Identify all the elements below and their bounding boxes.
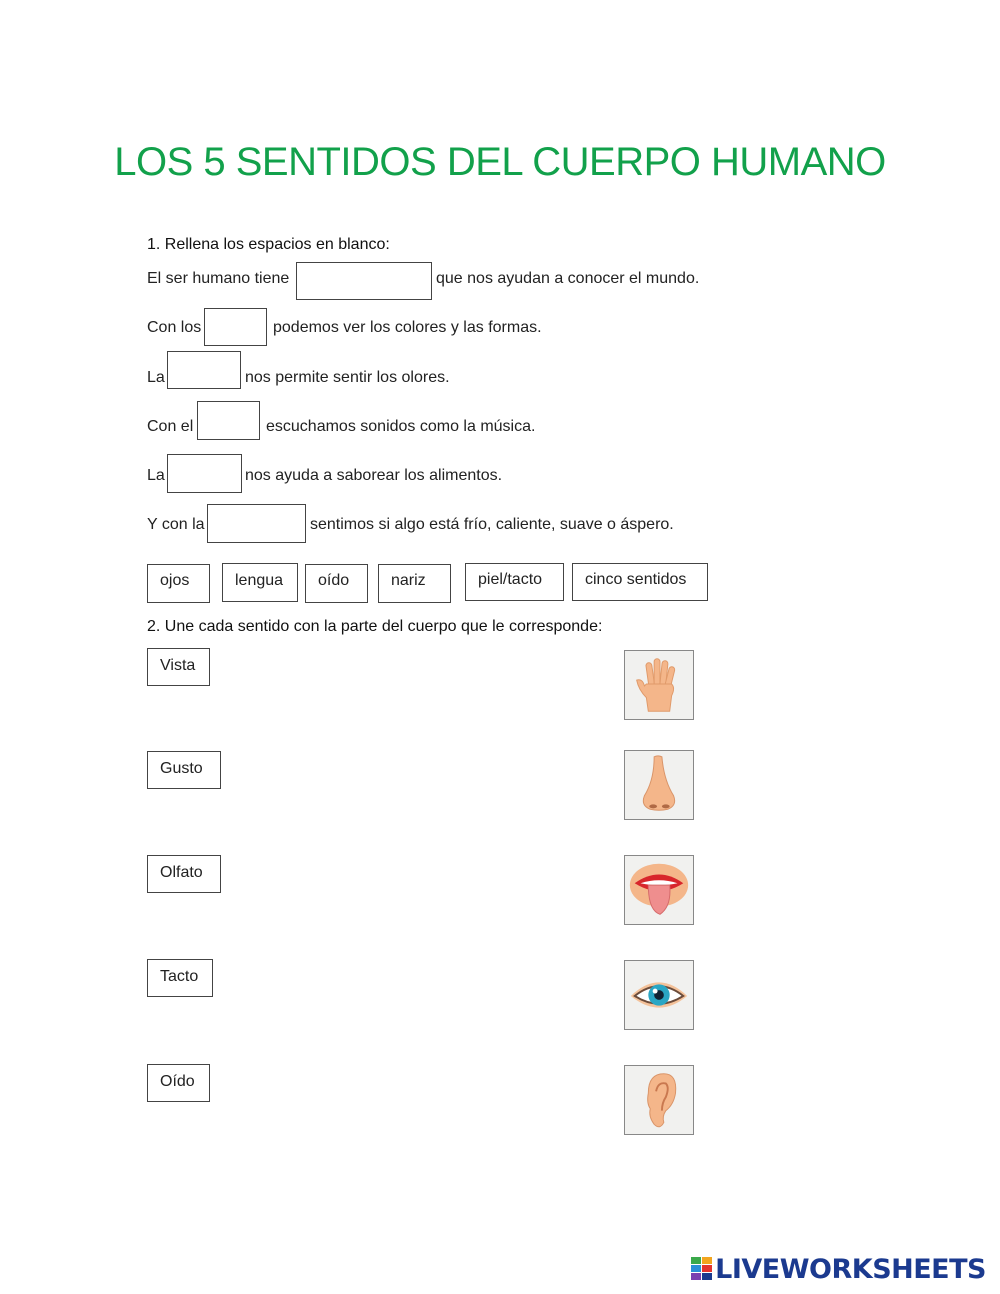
sentence6-before: Y con la (147, 516, 205, 533)
word-chip-lengua[interactable]: lengua (222, 563, 298, 602)
nose-picture[interactable] (624, 750, 694, 820)
ear-icon (625, 1066, 693, 1134)
blank-4-input[interactable] (197, 401, 260, 440)
sentence1-after: que nos ayudan a conocer el mundo. (436, 270, 700, 287)
sentence2-before: Con los (147, 319, 202, 336)
word-chip-cinco-sentidos[interactable]: cinco sentidos (572, 563, 708, 601)
sense-box-gusto[interactable]: Gusto (147, 751, 221, 789)
exercise2-heading: 2. Une cada sentido con la parte del cuerpo que le corresponde: (147, 618, 603, 635)
sentence4-after: escuchamos sonidos como la música. (266, 418, 536, 435)
liveworksheets-logo (691, 1253, 986, 1285)
sentence5-after: nos ayuda a saborear los alimentos. (245, 467, 503, 484)
blank-2-input[interactable] (204, 308, 267, 346)
sense-box-vista[interactable]: Vista (147, 648, 210, 686)
mouth-picture[interactable] (624, 855, 694, 925)
ear-picture[interactable] (624, 1065, 694, 1135)
sense-box-oido[interactable]: Oído (147, 1064, 210, 1102)
eye-picture[interactable] (624, 960, 694, 1030)
hand-picture[interactable] (624, 650, 694, 720)
blank-1-input[interactable] (296, 262, 432, 300)
sense-box-olfato[interactable]: Olfato (147, 855, 221, 893)
word-chip-ojos[interactable]: ojos (147, 564, 210, 603)
sentence1-before: El ser humano tiene (147, 270, 290, 287)
nose-icon (625, 751, 693, 819)
sentence3-before: La (147, 369, 165, 386)
liveworksheets-logo-icon (691, 1257, 713, 1281)
sentence2-after: podemos ver los colores y las formas. (273, 319, 542, 336)
hand-icon (625, 651, 693, 719)
eye-icon (625, 961, 693, 1029)
sentence6-after: sentimos si algo está frío, caliente, suave o áspero. (310, 516, 674, 533)
sentence4-before: Con el (147, 418, 194, 435)
blank-6-input[interactable] (207, 504, 306, 543)
liveworksheets-logo-text: LIVEWORKSHEETS (715, 1253, 986, 1285)
blank-3-input[interactable] (167, 351, 241, 389)
sense-box-tacto[interactable]: Tacto (147, 959, 213, 997)
sentence5-before: La (147, 467, 165, 484)
word-chip-oido[interactable]: oído (305, 564, 368, 603)
word-chip-nariz[interactable]: nariz (378, 564, 451, 603)
sentence3-after: nos permite sentir los olores. (245, 369, 450, 386)
word-chip-piel-tacto[interactable]: piel/tacto (465, 563, 564, 601)
mouth-tongue-icon (625, 856, 693, 924)
blank-5-input[interactable] (167, 454, 242, 493)
exercise1-heading: 1. Rellena los espacios en blanco: (147, 236, 390, 253)
page-title: LOS 5 SENTIDOS DEL CUERPO HUMANO (114, 140, 886, 184)
